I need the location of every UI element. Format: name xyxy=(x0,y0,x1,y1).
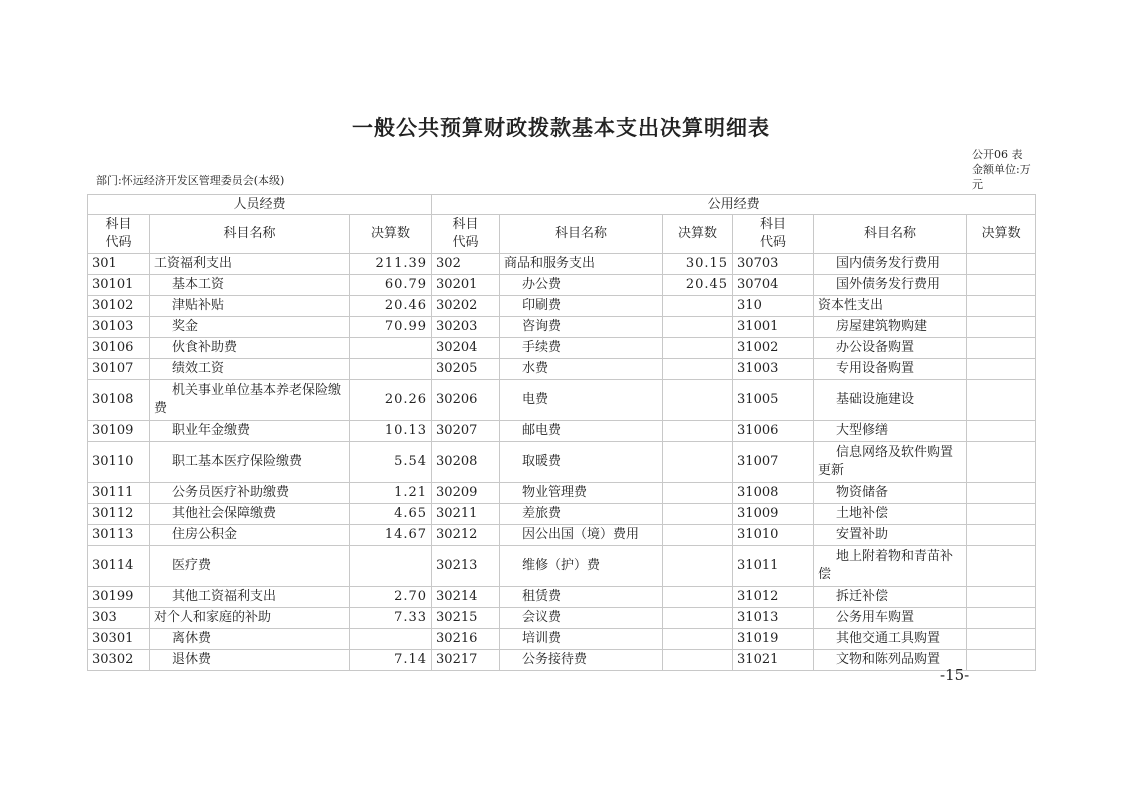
cell-code-3: 31013 xyxy=(733,608,814,629)
col-header-name-2: 科目名称 xyxy=(500,215,663,254)
cell-amount-1: 20.26 xyxy=(350,380,432,421)
group-header-public: 公用经费 xyxy=(432,195,1036,215)
cell-name-1: 住房公积金 xyxy=(150,525,350,546)
cell-amount-1: 211.39 xyxy=(350,254,432,275)
expenditure-table xyxy=(87,194,1036,671)
cell-name-3: 文物和陈列品购置 xyxy=(814,650,967,671)
cell-code-1: 303 xyxy=(88,608,150,629)
cell-amount-1: 2.70 xyxy=(350,587,432,608)
cell-name-2: 培训费 xyxy=(500,629,663,650)
cell-code-2: 30203 xyxy=(432,317,500,338)
cell-amount-1: 1.21 xyxy=(350,483,432,504)
cell-name-1: 其他社会保障缴费 xyxy=(150,504,350,525)
cell-code-1: 30199 xyxy=(88,587,150,608)
cell-name-2: 邮电费 xyxy=(500,421,663,442)
col-header-code-2: 科目代码 xyxy=(432,215,500,254)
cell-name-2: 会议费 xyxy=(500,608,663,629)
cell-name-2: 印刷费 xyxy=(500,296,663,317)
cell-name-1: 奖金 xyxy=(150,317,350,338)
cell-name-1: 基本工资 xyxy=(150,275,350,296)
cell-amount-3 xyxy=(967,629,1036,650)
cell-amount-2 xyxy=(663,338,733,359)
cell-amount-2 xyxy=(663,483,733,504)
cell-amount-3 xyxy=(967,483,1036,504)
cell-amount-1: 60.79 xyxy=(350,275,432,296)
cell-code-1: 30114 xyxy=(88,546,150,587)
cell-amount-3 xyxy=(967,359,1036,380)
cell-amount-2 xyxy=(663,629,733,650)
cell-name-1: 退休费 xyxy=(150,650,350,671)
cell-name-1: 伙食补助费 xyxy=(150,338,350,359)
cell-amount-2 xyxy=(663,650,733,671)
cell-name-1: 公务员医疗补助缴费 xyxy=(150,483,350,504)
cell-amount-2 xyxy=(663,296,733,317)
cell-code-2: 30214 xyxy=(432,587,500,608)
cell-amount-1: 7.33 xyxy=(350,608,432,629)
cell-name-1: 离休费 xyxy=(150,629,350,650)
cell-amount-1: 20.46 xyxy=(350,296,432,317)
cell-code-3: 31006 xyxy=(733,421,814,442)
cell-name-1: 其他工资福利支出 xyxy=(150,587,350,608)
cell-code-1: 30106 xyxy=(88,338,150,359)
cell-name-2: 差旅费 xyxy=(500,504,663,525)
cell-name-3: 专用设备购置 xyxy=(814,359,967,380)
cell-name-3: 拆迁补偿 xyxy=(814,587,967,608)
cell-code-3: 31012 xyxy=(733,587,814,608)
cell-name-3: 物资储备 xyxy=(814,483,967,504)
cell-name-1: 绩效工资 xyxy=(150,359,350,380)
cell-amount-1 xyxy=(350,546,432,587)
cell-amount-2 xyxy=(663,587,733,608)
cell-name-3: 房屋建筑物购建 xyxy=(814,317,967,338)
cell-code-2: 30213 xyxy=(432,546,500,587)
cell-code-1: 30112 xyxy=(88,504,150,525)
cell-name-1: 职工基本医疗保险缴费 xyxy=(150,442,350,483)
cell-amount-2 xyxy=(663,546,733,587)
cell-amount-3 xyxy=(967,338,1036,359)
cell-amount-3 xyxy=(967,650,1036,671)
col-header-name-3: 科目名称 xyxy=(814,215,967,254)
cell-amount-2 xyxy=(663,359,733,380)
table-row xyxy=(88,587,1036,608)
cell-code-2: 30215 xyxy=(432,608,500,629)
cell-code-3: 30704 xyxy=(733,275,814,296)
cell-amount-1 xyxy=(350,359,432,380)
cell-name-3: 信息网络及软件购置更新 xyxy=(814,442,967,483)
cell-amount-2 xyxy=(663,525,733,546)
cell-name-1: 医疗费 xyxy=(150,546,350,587)
cell-code-3: 31021 xyxy=(733,650,814,671)
cell-code-2: 30208 xyxy=(432,442,500,483)
cell-code-1: 30111 xyxy=(88,483,150,504)
table-row xyxy=(88,380,1036,421)
table-row xyxy=(88,483,1036,504)
cell-name-3: 办公设备购置 xyxy=(814,338,967,359)
cell-code-1: 30110 xyxy=(88,442,150,483)
table-row xyxy=(88,317,1036,338)
col-header-code-3: 科目代码 xyxy=(733,215,814,254)
cell-amount-2 xyxy=(663,442,733,483)
col-header-name-1: 科目名称 xyxy=(150,215,350,254)
cell-name-2: 电费 xyxy=(500,380,663,421)
cell-amount-3 xyxy=(967,525,1036,546)
cell-code-1: 30113 xyxy=(88,525,150,546)
cell-amount-3 xyxy=(967,317,1036,338)
table-row xyxy=(88,421,1036,442)
cell-name-1: 机关事业单位基本养老保险缴费 xyxy=(150,380,350,421)
cell-name-2: 取暖费 xyxy=(500,442,663,483)
col-header-amount-3: 决算数 xyxy=(967,215,1036,254)
col-header-amount-2: 决算数 xyxy=(663,215,733,254)
cell-name-2: 商品和服务支出 xyxy=(500,254,663,275)
cell-amount-3 xyxy=(967,296,1036,317)
cell-code-3: 31009 xyxy=(733,504,814,525)
cell-code-2: 30212 xyxy=(432,525,500,546)
cell-name-2: 因公出国（境）费用 xyxy=(500,525,663,546)
cell-amount-2 xyxy=(663,421,733,442)
cell-amount-3 xyxy=(967,380,1036,421)
cell-code-2: 30204 xyxy=(432,338,500,359)
cell-code-3: 31010 xyxy=(733,525,814,546)
cell-code-1: 301 xyxy=(88,254,150,275)
cell-amount-1: 7.14 xyxy=(350,650,432,671)
cell-name-3: 大型修缮 xyxy=(814,421,967,442)
cell-code-1: 30103 xyxy=(88,317,150,338)
cell-code-3: 30703 xyxy=(733,254,814,275)
cell-name-2: 物业管理费 xyxy=(500,483,663,504)
group-header-personnel: 人员经费 xyxy=(88,195,432,215)
cell-code-1: 30302 xyxy=(88,650,150,671)
cell-code-1: 30102 xyxy=(88,296,150,317)
cell-amount-2 xyxy=(663,608,733,629)
cell-code-2: 30217 xyxy=(432,650,500,671)
table-row xyxy=(88,525,1036,546)
cell-name-3: 国内债务发行费用 xyxy=(814,254,967,275)
department-label: 部门:怀远经济开发区管理委员会(本级) xyxy=(96,174,285,187)
table-row xyxy=(88,504,1036,525)
table-row xyxy=(88,254,1036,275)
cell-code-1: 30107 xyxy=(88,359,150,380)
cell-name-3: 资本性支出 xyxy=(814,296,967,317)
group-header-row xyxy=(88,195,1036,215)
cell-amount-2: 20.45 xyxy=(663,275,733,296)
cell-amount-2 xyxy=(663,504,733,525)
cell-code-2: 30207 xyxy=(432,421,500,442)
cell-name-1: 津贴补贴 xyxy=(150,296,350,317)
cell-code-2: 30205 xyxy=(432,359,500,380)
cell-name-2: 办公费 xyxy=(500,275,663,296)
cell-name-3: 国外债务发行费用 xyxy=(814,275,967,296)
cell-amount-1: 5.54 xyxy=(350,442,432,483)
cell-code-3: 310 xyxy=(733,296,814,317)
cell-amount-3 xyxy=(967,275,1036,296)
page-number: -15- xyxy=(940,666,970,684)
cell-amount-1: 14.67 xyxy=(350,525,432,546)
cell-name-2: 咨询费 xyxy=(500,317,663,338)
cell-code-3: 31019 xyxy=(733,629,814,650)
page-title: 一般公共预算财政拨款基本支出决算明细表 xyxy=(352,116,770,140)
cell-code-3: 31008 xyxy=(733,483,814,504)
cell-code-2: 30202 xyxy=(432,296,500,317)
cell-code-1: 30101 xyxy=(88,275,150,296)
table-row xyxy=(88,296,1036,317)
cell-code-1: 30108 xyxy=(88,380,150,421)
cell-code-2: 30216 xyxy=(432,629,500,650)
cell-amount-3 xyxy=(967,421,1036,442)
cell-amount-1 xyxy=(350,629,432,650)
amount-unit: 金额单位:万元 xyxy=(972,163,1031,191)
col-header-amount-1: 决算数 xyxy=(350,215,432,254)
cell-code-1: 30109 xyxy=(88,421,150,442)
cell-amount-3 xyxy=(967,546,1036,587)
cell-name-3: 土地补偿 xyxy=(814,504,967,525)
cell-code-3: 31003 xyxy=(733,359,814,380)
cell-code-2: 30201 xyxy=(432,275,500,296)
table-row xyxy=(88,650,1036,671)
cell-name-3: 安置补助 xyxy=(814,525,967,546)
table-row xyxy=(88,275,1036,296)
cell-code-2: 30206 xyxy=(432,380,500,421)
cell-amount-3 xyxy=(967,254,1036,275)
cell-code-3: 31005 xyxy=(733,380,814,421)
table-row xyxy=(88,629,1036,650)
table-row xyxy=(88,442,1036,483)
cell-name-3: 其他交通工具购置 xyxy=(814,629,967,650)
cell-code-3: 31011 xyxy=(733,546,814,587)
cell-amount-1: 4.65 xyxy=(350,504,432,525)
cell-amount-2: 30.15 xyxy=(663,254,733,275)
cell-name-2: 维修（护）费 xyxy=(500,546,663,587)
column-header-row xyxy=(88,215,1036,254)
cell-name-3: 地上附着物和青苗补偿 xyxy=(814,546,967,587)
cell-code-1: 30301 xyxy=(88,629,150,650)
cell-amount-2 xyxy=(663,380,733,421)
cell-name-1: 职业年金缴费 xyxy=(150,421,350,442)
table-number: 公开06 表 xyxy=(972,148,1023,161)
cell-amount-3 xyxy=(967,504,1036,525)
cell-name-2: 水费 xyxy=(500,359,663,380)
cell-name-3: 基础设施建设 xyxy=(814,380,967,421)
table-row xyxy=(88,608,1036,629)
cell-code-3: 31007 xyxy=(733,442,814,483)
table-row xyxy=(88,338,1036,359)
cell-name-1: 对个人和家庭的补助 xyxy=(150,608,350,629)
col-header-code-1: 科目代码 xyxy=(88,215,150,254)
table-row xyxy=(88,546,1036,587)
cell-amount-3 xyxy=(967,608,1036,629)
cell-amount-3 xyxy=(967,442,1036,483)
cell-code-2: 30211 xyxy=(432,504,500,525)
cell-code-3: 31001 xyxy=(733,317,814,338)
cell-amount-2 xyxy=(663,317,733,338)
cell-name-2: 手续费 xyxy=(500,338,663,359)
cell-amount-1 xyxy=(350,338,432,359)
cell-name-2: 公务接待费 xyxy=(500,650,663,671)
cell-code-3: 31002 xyxy=(733,338,814,359)
cell-name-1: 工资福利支出 xyxy=(150,254,350,275)
cell-code-2: 30209 xyxy=(432,483,500,504)
cell-name-2: 租赁费 xyxy=(500,587,663,608)
table-row xyxy=(88,359,1036,380)
cell-code-2: 302 xyxy=(432,254,500,275)
cell-amount-3 xyxy=(967,587,1036,608)
cell-name-3: 公务用车购置 xyxy=(814,608,967,629)
cell-amount-1: 10.13 xyxy=(350,421,432,442)
cell-amount-1: 70.99 xyxy=(350,317,432,338)
